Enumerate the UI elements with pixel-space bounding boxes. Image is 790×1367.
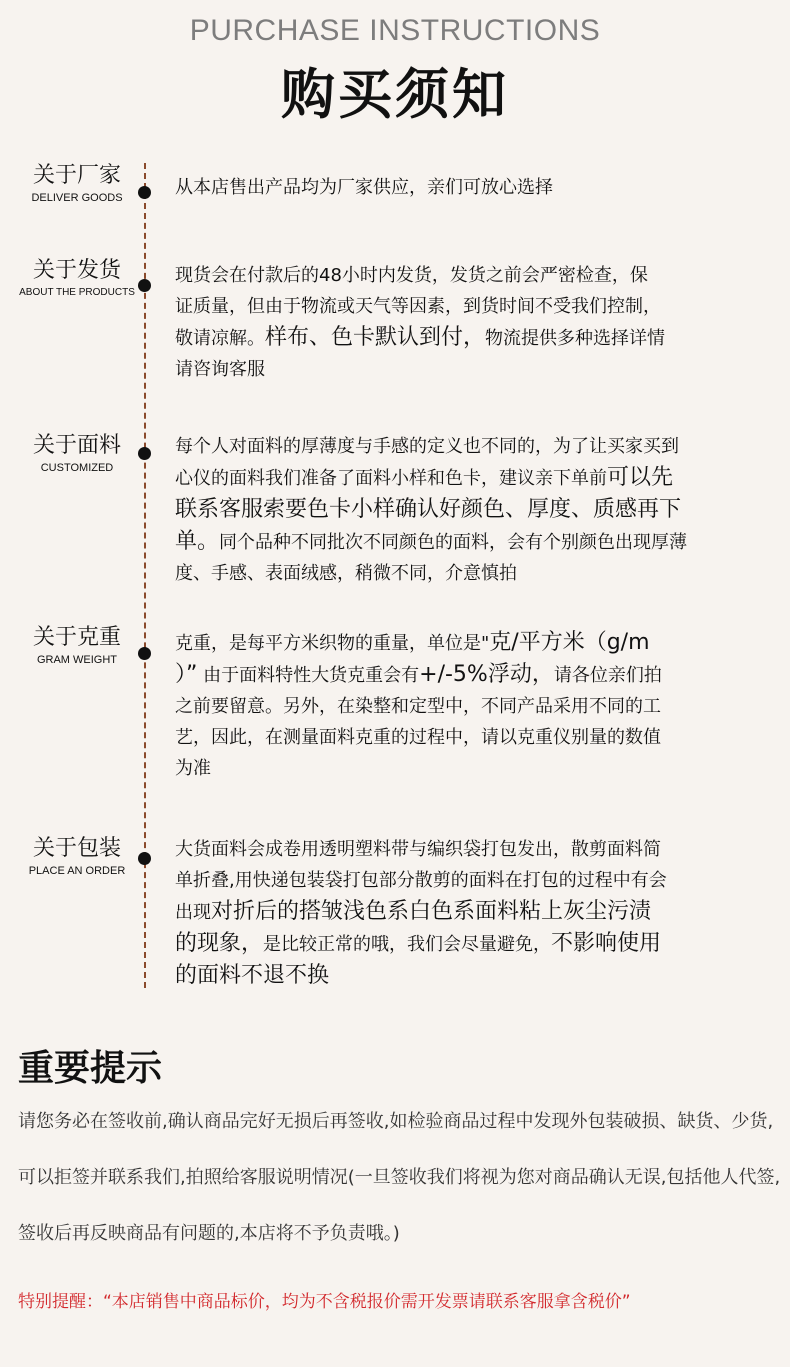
section-label-cn: 关于克重 bbox=[32, 625, 121, 650]
notice-title: 重要提示 bbox=[18, 1048, 163, 1089]
english-title: PURCHASE INSTRUCTIONS bbox=[189, 14, 601, 47]
notice-text: 请您务必在签收前,确认商品完好无损后再签收,如检验商品过程中发现外包装破损、缺货、少货,可以拒签并联系我们,拍照给客服说明情况(一旦签收我们将视为您对商品确认无误,包括他人代签,签收后再反映商品有问题的,本店将不予负责哦。) bbox=[18, 1111, 781, 1244]
section-label bbox=[0, 163, 154, 205]
special-reminder-text: “本店销售中商品标价，均为不含税报价需开发票请联系客服拿含税价” bbox=[103, 1292, 631, 1312]
section-label-cn: 关于厂家 bbox=[32, 163, 121, 188]
section-label bbox=[0, 433, 154, 475]
section-text: 现货会在付款后的48小时内发货，发货之前会严密检查，保 证质量，但由于物流或天气等因素，到货时间不受我们控制， 敬请凉解。样布、色卡默认到付，物流提供多种选择详情 请咨询客服 bbox=[175, 265, 666, 380]
timeline-dot bbox=[138, 647, 151, 660]
section-text: 每个人对面料的厚薄度与手感的定义也不同的，为了让买家买到 心仪的面料我们准备了面料小样和色卡，建议亲下单前可以先 联系客服索要色卡小样确认好颜色、厚度、质感再下 单。同个品种不同批次不同颜色的面料，会有个别颜色出现厚薄 度、手感、表面绒感，稍微不同，介意慎拍 bbox=[175, 436, 688, 584]
timeline-dot bbox=[138, 852, 151, 865]
section-label-en: CUSTOMIZED bbox=[40, 462, 114, 474]
section-label-en: DELIVER GOODS bbox=[31, 192, 123, 204]
special-reminder-label: 特别提醒： bbox=[18, 1292, 103, 1312]
section-label-cn: 关于面料 bbox=[32, 433, 121, 458]
timeline-dot bbox=[138, 447, 151, 460]
section-text: 克重，是每平方米织物的重量，单位是"克/平方米（g/m ）” 由于面料特性大货克重会有+/-5%浮动，请各位亲们拍 之前要留意。另外，在染整和定型中，不同产品采用不同的工 艺，因此，在测量面料克重的过程中，请以克重仪别量的数值 为准 bbox=[175, 630, 662, 779]
page-title: 购买须知 bbox=[281, 63, 509, 126]
section-label-cn: 关于包装 bbox=[32, 836, 121, 861]
section-label-cn: 关于发货 bbox=[32, 258, 121, 283]
timeline-dot bbox=[138, 279, 151, 292]
section-text: 从本店售出产品均为厂家供应，亲们可放心选择 bbox=[175, 177, 553, 198]
special-reminder bbox=[18, 1287, 788, 1312]
section-text: 大货面料会成卷用透明塑料带与编织袋打包发出，散剪面料简 单折叠,用快递包装袋打包部分散剪的面料在打包的过程中有会 出现对折后的搭皱浅色系白色系面料粘上灰尘污渍 的现象，是比较正常的哦，我们会尽量避免，不影响使用 的面料不退不换 bbox=[175, 839, 667, 988]
section-label bbox=[0, 625, 154, 667]
section-label-en: ABOUT THE PRODUCTS bbox=[19, 287, 135, 298]
section-label bbox=[0, 836, 154, 878]
section-label-en: GRAM WEIGHT bbox=[36, 654, 118, 666]
section-label-en: PLACE AN ORDER bbox=[28, 865, 126, 877]
timeline-dot bbox=[138, 186, 151, 199]
section-label bbox=[0, 258, 154, 300]
